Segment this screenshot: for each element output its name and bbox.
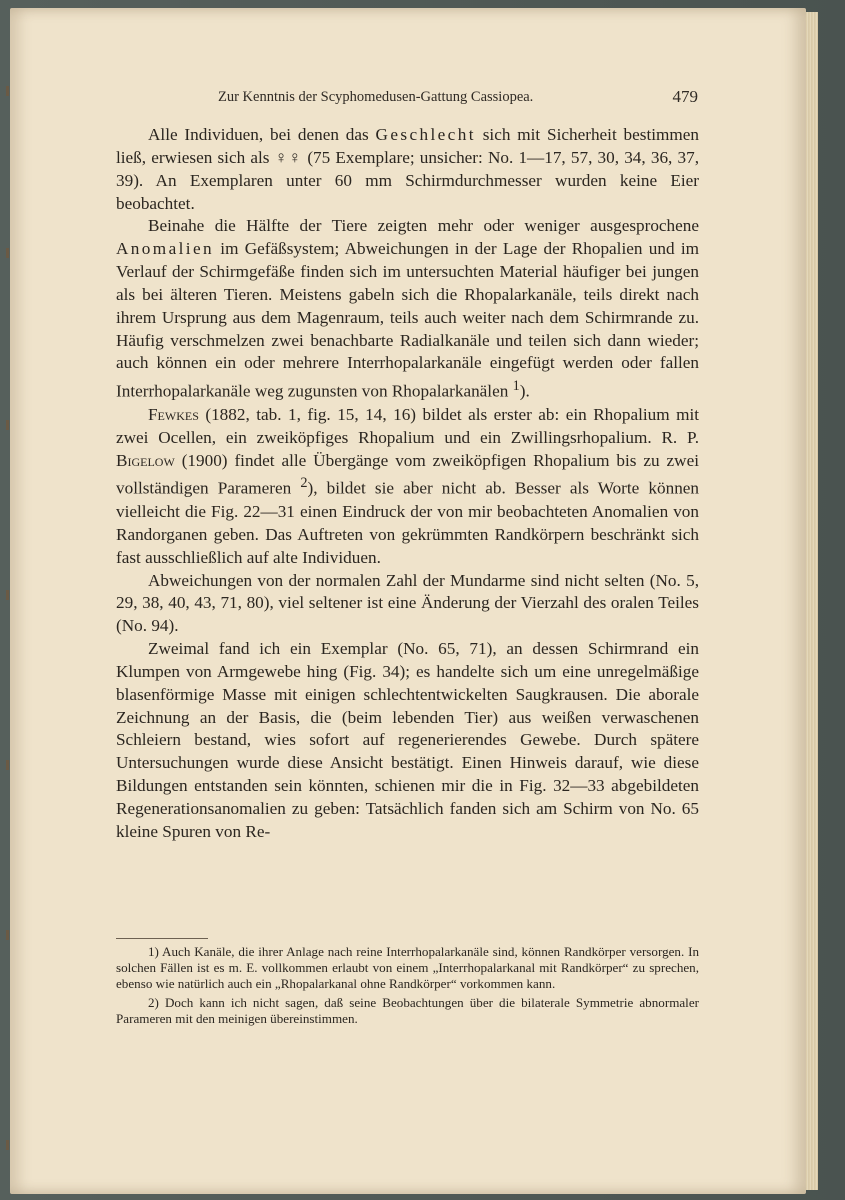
page-header <box>118 89 698 111</box>
paragraph-2: Beinahe die Hälfte der Tiere zeigten mehr oder weniger ausgesprochene Anomalien im Gefäßsystem; Abweichungen in der Lage der Rhopalien und im Verlauf der Schirmgefäße finden sich im untersuchten Material häufiger bei jungen als bei älteren Tieren. Meistens gabeln sich die Rhopalarkanäle, teils direkt nach ihrem Ursprung aus dem Magenraum, teils auch weiter nach dem Schirmrande zu. Häufig verschmelzen zwei benachbarte Radialkanäle und teilen sich dann wieder; auch können ein oder mehrere Interrhopalarkanäle eingefügt werden oder fallen Interrhopalarkanäle weg zugunsten von Rhopalarkanälen $^1$). <box>116 216 699 402</box>
footnote-1: 1) Auch Kanäle, die ihrer Anlage nach reine Interrhopalarkanäle sind, können Randkörper versorgen. In solchen Fällen ist es m. E. vollkommen erlaubt von einem „Interrhopalarkanal mit Randkörper“ zu sprechen, ebenso wie natürlich auch ein „Rhopalarkanal ohne Randkörper“ vorkommen kann. <box>116 944 699 992</box>
running-title: Zur Kenntnis der Scyphomedusen-Gattung Cassiopea. <box>218 89 534 105</box>
author-bigelow: Bigelow <box>116 450 175 470</box>
footnotes <box>116 944 699 1029</box>
page-number: 479 <box>672 87 698 106</box>
paragraph-4: Abweichungen von der normalen Zahl der Mundarme sind nicht selten (No. 5, 29, 38, 40, 43, 71, 80), viel seltener ist eine Änderung der Vierzahl des oralen Teiles (No. 94). <box>116 570 699 636</box>
paragraph-3: Fewkes (1882, tab. 1, fig. 15, 14, 16) bildet als erster ab: ein Rhopalium mit zwei Ocellen, ein zweiköpfiges Rhopalium und ein Zwillingsrhopalium. R. P. Bigelow (1900) findet alle Übergänge vom zweiköpfigen Rhopalium bis zu zwei vollständigen Parameren $^2$), bildet sie aber nicht ab. Besser als Worte können vielleicht die Fig. 22—31 einen Eindruck der von mir beobachteten Anomalien von Randorganen geben. Das Auftreten von gekrümmten Randkörpern beschränkt sich fast ausschließlich auf alte Individuen. <box>116 404 700 567</box>
paragraph-5: Zweimal fand ich ein Exemplar (No. 65, 71), an dessen Schirmrand ein Klumpen von Armgewebe hing (Fig. 34); es handelte sich um eine unregelmäßige blasenförmige Masse mit einigen schlechtentwickelten Saugkrausen. Die aborale Zeichnung an der Basis, die (beim lebenden Tier) aus weißen verwaschenen Schleiern bestand, wies sofort auf regenerierendes Gewebe. Durch spätere Untersuchungen wurde diese Ansicht bestätigt. Einen Hinweis darauf, wie diese Bildungen entstanden sein könnten, schienen mir die in Fig. 32—33 abgebildeten Regenerationsanomalien zu geben: Tatsächlich fanden sich am Schirm von No. 65 kleine Spuren von Re- <box>116 639 699 841</box>
author-fewkes: Fewkes <box>148 404 199 424</box>
spaced-term-geschlecht: Geschlecht <box>375 125 476 144</box>
body-text <box>116 124 699 844</box>
spaced-term-anomalien: Anomalien <box>116 239 214 259</box>
footnote-ref-2: 2 <box>300 475 308 492</box>
paragraph-1: Alle Individuen, bei denen das Geschlecht sich mit Sicherheit bestimmen ließ, erwiesen sich als ♀♀ (75 Exemplare; unsicher: No. 1—17, 57, 30, 34, 36, 37, 39). An Exemplaren unter 60 mm Schirmdurchmesser wurden keine Eier beobachtet. <box>116 125 699 213</box>
footnote-divider <box>116 938 208 939</box>
footnote-2: 2) Doch kann ich nicht sagen, daß seine Beobachtungen über die bilaterale Symmetrie abnormaler Parameren mit den meinigen übereinstimmen. <box>116 994 699 1026</box>
footnote-ref-1: 1 <box>512 378 520 395</box>
